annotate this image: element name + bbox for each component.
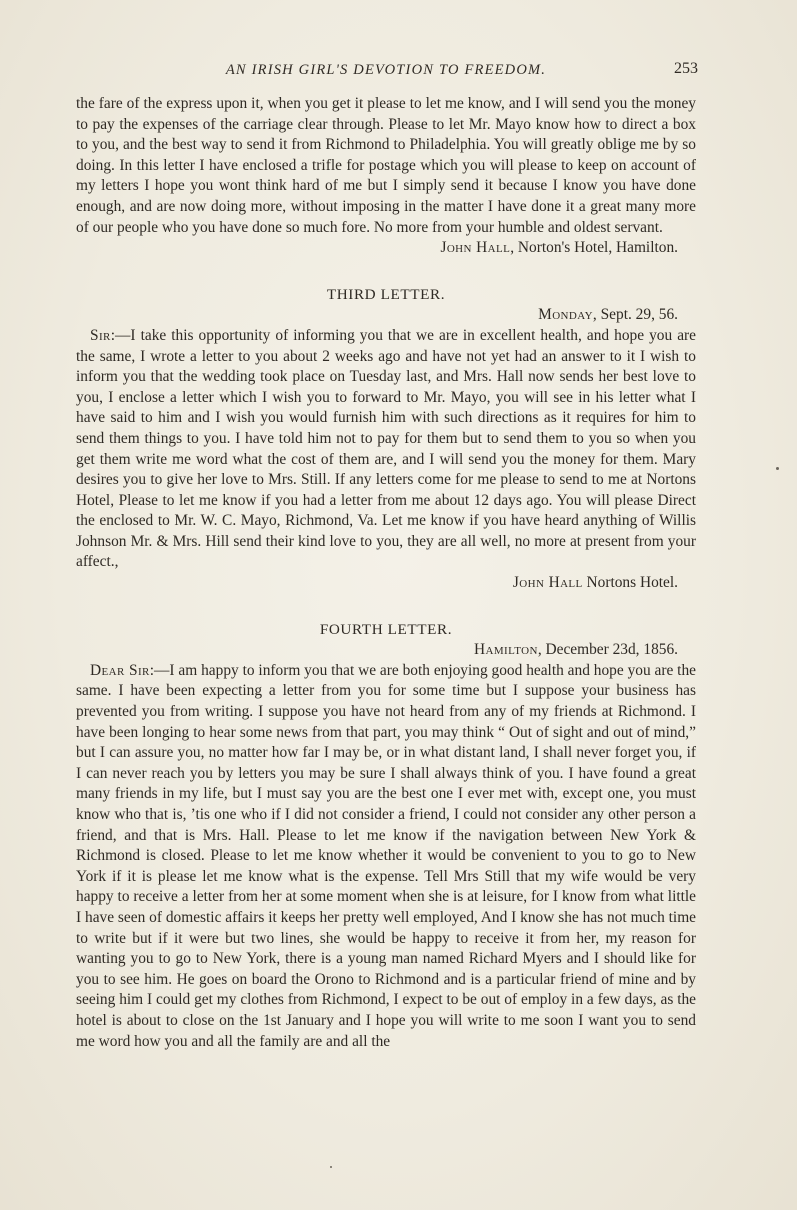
- third-letter-signature: [76, 573, 696, 594]
- paper-speck: [776, 467, 779, 470]
- intro-signature-name: John Hall: [440, 239, 511, 257]
- fourth-letter-dateline: [76, 640, 696, 661]
- third-letter-signature-name: John Hall: [512, 574, 583, 592]
- third-letter-heading: THIRD LETTER.: [326, 285, 446, 303]
- intro-signature: [76, 238, 696, 259]
- intro-paragraph: the fare of the express upon it, when you get it please to let me know, and I will send you the money to pay the expenses of the carriage clear through. Please to let Mr. Mayo know how to direct a box to you, and the best way to send it from Richmond to Philadelphia. You will greatly oblige me by so doing. In this letter I have enclosed a trifle for postage which you will please to keep on account of my letters I hope you wont think hard of me but I simply send it because I know you have done enough, and are now doing more, without imposing in the matter I have done it a great many more of our people who you have done so much fore. No more from your humble and oldest servant.: [76, 95, 696, 236]
- body-text: [76, 94, 696, 1052]
- third-letter-salutation: Sir: [90, 326, 111, 344]
- paper-speck: [330, 1166, 332, 1168]
- fourth-letter-date-rest: , December 23d, 1856.: [537, 641, 678, 659]
- fourth-letter-salutation: Dear Sir: [90, 661, 150, 679]
- third-letter-date-day: Monday: [538, 306, 593, 324]
- third-letter-date-rest: , Sept. 29, 56.: [592, 306, 678, 324]
- fourth-letter-date-place: Hamilton: [473, 641, 538, 659]
- third-letter-dateline: [76, 305, 696, 326]
- running-title: AN IRISH GIRL'S DEVOTION TO FREEDOM.: [225, 62, 547, 78]
- page-number: 253: [674, 60, 698, 77]
- third-letter-body-text: :—I take this opportunity of informing you that we are in excellent health, and hope you are the same, I wrote a letter to you about 2 weeks ago and have not yet had an answer to it I wish to inform you that the wedding took place on Tuesday last, and Mrs. Hall now sends her best love to you, I enclose a letter which I wish you to forward to Mr. Mayo, you will see in his letter what I have said to him and I wish you would furnish him with such directions as it requires for him to send them things to you. I have told him not to pay for them but to send them to you so when you get them write me word what the cost of them are, and I will send you the money for them. Mary desires you to give her love to Mrs. Still. If any letters come for me please to send to me at Nortons Hotel, Please to let me know if you had a letter from me about 12 days ago. You will please Direct the enclosed to Mr. W. C. Mayo, Richmond, Va. Let me know if you have heard anything of Willis Johnson Mr. & Mrs. Hill send their kind love to you, they are all well, no more at present from your affect.,: [76, 326, 696, 571]
- running-head: [76, 60, 696, 84]
- third-letter-body: [76, 326, 696, 573]
- third-letter-signature-rest: Nortons Hotel.: [582, 574, 678, 592]
- fourth-letter-heading: FOURTH LETTER.: [319, 620, 453, 638]
- fourth-letter-body: [76, 661, 696, 1052]
- fourth-letter-body-text: :—I am happy to inform you that we are both enjoying good health and hope you are the same. I have been expecting a letter from you for some time but I suppose your business has prevented you from writing. I suppose you have not heard from any of my friends at Richmond. I have been longing to hear some news from that part, you may think “ Out of sight and out of mind,” but I can assure you, no matter how far I may be, or in what distant land, I shall never forget you, if I can never reach you by letters you may be sure I shall always think of you. I have found a great many friends in my life, but I must say you are the best one I ever met with, except one, you must know who that is, ’tis one who if I did not consider a friend, I could not consider any other person a friend, and that is Mrs. Hall. Please to let me know if the navigation between New York & Richmond is closed. Please to let me know whether it would be convenient to you to go to New York if it is please let me know what is the expense. Tell Mrs Still that my wife would be very happy to receive a letter from her at some moment when she is at leisure, for I know from what little I have seen of domestic affairs it keeps her pretty well employed, And I know she has not much time to write but if it were but two lines, she would be happy to receive it from her, my reason for wanting you to go to New York, there is a young man named Richard Myers and I should like for you to see him. He goes on board the Orono to Richmond and is a particular friend of mine and by seeing him I could get my clothes from Richmond, I expect to be out of employ in a few days, as the hotel is about to close on the 1st January and I hope you will write to me soon I want you to send me word how you and all the family are and all the: [76, 661, 696, 1050]
- intro-signature-rest: , Norton's Hotel, Hamilton.: [510, 239, 678, 257]
